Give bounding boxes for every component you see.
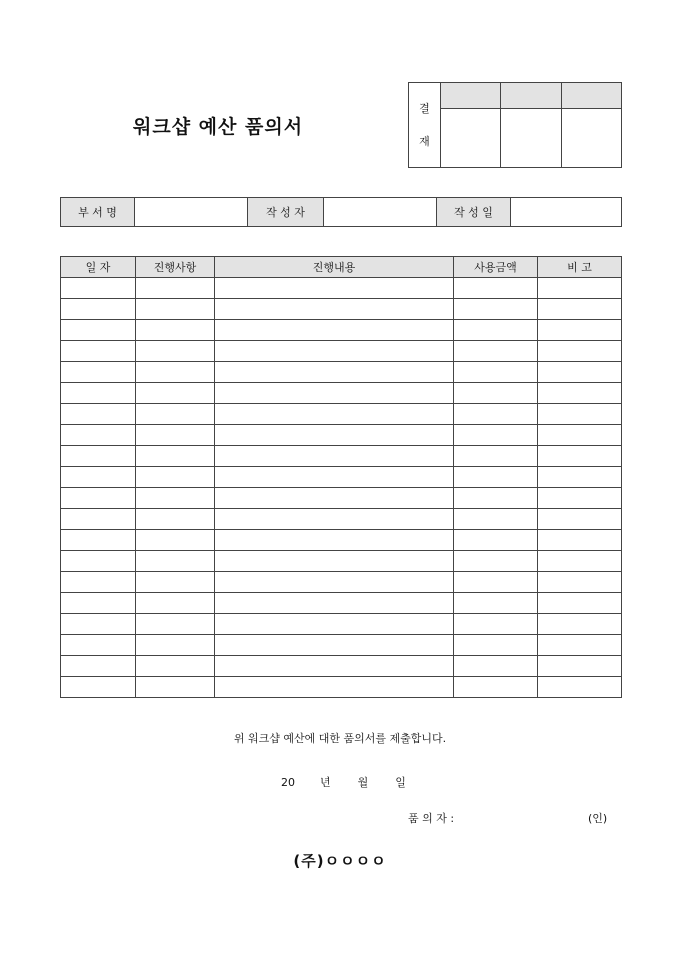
cell-content[interactable] <box>215 404 454 425</box>
cell-content[interactable] <box>215 278 454 299</box>
cell-date[interactable] <box>61 572 136 593</box>
approval-label-top: 결 <box>419 102 430 115</box>
cell-progress[interactable] <box>136 677 215 698</box>
cell-remarks[interactable] <box>538 383 622 404</box>
applicant-label: 품 의 자 : <box>408 812 455 825</box>
cell-amount[interactable] <box>454 383 538 404</box>
cell-date[interactable] <box>61 593 136 614</box>
cell-remarks[interactable] <box>538 593 622 614</box>
approval-sign-cell[interactable] <box>501 109 561 168</box>
applicant-seal: (인) <box>588 812 608 825</box>
cell-content[interactable] <box>215 509 454 530</box>
cell-date[interactable] <box>61 278 136 299</box>
cell-progress[interactable] <box>136 383 215 404</box>
cell-progress[interactable] <box>136 425 215 446</box>
cell-amount[interactable] <box>454 278 538 299</box>
approval-label-bottom: 재 <box>419 135 430 148</box>
table-row <box>61 635 622 656</box>
cell-date[interactable] <box>61 446 136 467</box>
cell-content[interactable] <box>215 635 454 656</box>
date-label: 작 성 일 <box>437 198 511 227</box>
approval-label <box>409 83 441 168</box>
approval-sign-cell[interactable] <box>561 109 621 168</box>
cell-date[interactable] <box>61 299 136 320</box>
cell-progress[interactable] <box>136 635 215 656</box>
cell-amount[interactable] <box>454 593 538 614</box>
company-name: (주)ㅇㅇㅇㅇ <box>293 852 387 870</box>
cell-remarks[interactable] <box>538 320 622 341</box>
cell-remarks[interactable] <box>538 404 622 425</box>
cell-progress[interactable] <box>136 446 215 467</box>
approval-header-cell[interactable] <box>561 83 621 109</box>
cell-progress[interactable] <box>136 656 215 677</box>
table-row <box>61 593 622 614</box>
dept-field[interactable] <box>135 198 248 227</box>
approval-header-cell[interactable] <box>501 83 561 109</box>
cell-remarks[interactable] <box>538 635 622 656</box>
cell-date[interactable] <box>61 656 136 677</box>
cell-remarks[interactable] <box>538 488 622 509</box>
table-row <box>61 425 622 446</box>
date-month-unit: 월 <box>357 776 369 789</box>
cell-amount[interactable] <box>454 404 538 425</box>
header-content: 진행내용 <box>215 257 454 278</box>
table-row <box>61 614 622 635</box>
cell-progress[interactable] <box>136 593 215 614</box>
author-field[interactable] <box>324 198 437 227</box>
cell-content[interactable] <box>215 488 454 509</box>
cell-date[interactable] <box>61 320 136 341</box>
cell-remarks[interactable] <box>538 656 622 677</box>
cell-content[interactable] <box>215 656 454 677</box>
header-remarks: 비 고 <box>538 257 622 278</box>
cell-amount[interactable] <box>454 656 538 677</box>
cell-amount[interactable] <box>454 320 538 341</box>
cell-amount[interactable] <box>454 425 538 446</box>
table-row <box>61 572 622 593</box>
cell-date[interactable] <box>61 614 136 635</box>
approval-box <box>408 82 622 168</box>
cell-remarks[interactable] <box>538 467 622 488</box>
cell-date[interactable] <box>61 488 136 509</box>
author-label: 작 성 자 <box>248 198 324 227</box>
cell-remarks[interactable] <box>538 677 622 698</box>
cell-date[interactable] <box>61 467 136 488</box>
document-title: 워크샵 예산 품의서 <box>133 116 304 138</box>
cell-date[interactable] <box>61 383 136 404</box>
table-row <box>61 278 622 299</box>
dept-label: 부 서 명 <box>61 198 135 227</box>
cell-remarks[interactable] <box>538 278 622 299</box>
cell-progress[interactable] <box>136 488 215 509</box>
table-row <box>61 677 622 698</box>
cell-content[interactable] <box>215 677 454 698</box>
table-row <box>61 341 622 362</box>
cell-remarks[interactable] <box>538 509 622 530</box>
cell-date[interactable] <box>61 551 136 572</box>
cell-date[interactable] <box>61 635 136 656</box>
table-row <box>61 320 622 341</box>
cell-content[interactable] <box>215 530 454 551</box>
cell-content[interactable] <box>215 593 454 614</box>
cell-content[interactable] <box>215 446 454 467</box>
cell-amount[interactable] <box>454 530 538 551</box>
cell-content[interactable] <box>215 425 454 446</box>
table-row <box>61 509 622 530</box>
cell-progress[interactable] <box>136 299 215 320</box>
approval-sign-cell[interactable] <box>440 109 500 168</box>
cell-content[interactable] <box>215 383 454 404</box>
cell-remarks[interactable] <box>538 551 622 572</box>
table-row <box>61 299 622 320</box>
cell-progress[interactable] <box>136 320 215 341</box>
cell-content[interactable] <box>215 551 454 572</box>
cell-progress[interactable] <box>136 572 215 593</box>
date-year: 20 <box>281 776 295 789</box>
cell-content[interactable] <box>215 341 454 362</box>
cell-amount[interactable] <box>454 551 538 572</box>
cell-content[interactable] <box>215 299 454 320</box>
cell-amount[interactable] <box>454 509 538 530</box>
header-amount: 사용금액 <box>454 257 538 278</box>
table-row <box>61 383 622 404</box>
cell-content[interactable] <box>215 362 454 383</box>
cell-date[interactable] <box>61 425 136 446</box>
cell-remarks[interactable] <box>538 572 622 593</box>
date-year-unit: 년 <box>320 776 331 789</box>
cell-date[interactable] <box>61 509 136 530</box>
cell-amount[interactable] <box>454 362 538 383</box>
table-row <box>61 467 622 488</box>
table-row <box>61 656 622 677</box>
cell-remarks[interactable] <box>538 341 622 362</box>
table-row <box>61 551 622 572</box>
cell-remarks[interactable] <box>538 530 622 551</box>
cell-progress[interactable] <box>136 278 215 299</box>
cell-amount[interactable] <box>454 341 538 362</box>
cell-content[interactable] <box>215 320 454 341</box>
cell-progress[interactable] <box>136 467 215 488</box>
cell-amount[interactable] <box>454 635 538 656</box>
budget-table <box>60 256 622 698</box>
cell-progress[interactable] <box>136 362 215 383</box>
cell-progress[interactable] <box>136 614 215 635</box>
table-row <box>61 362 622 383</box>
cell-amount[interactable] <box>454 467 538 488</box>
cell-date[interactable] <box>61 341 136 362</box>
cell-content[interactable] <box>215 467 454 488</box>
date-line <box>281 774 406 790</box>
cell-amount[interactable] <box>454 488 538 509</box>
submission-statement: 위 워크샵 예산에 대한 품의서를 제출합니다. <box>233 732 447 745</box>
cell-content[interactable] <box>215 614 454 635</box>
cell-date[interactable] <box>61 362 136 383</box>
cell-amount[interactable] <box>454 299 538 320</box>
cell-remarks[interactable] <box>538 614 622 635</box>
cell-progress[interactable] <box>136 551 215 572</box>
table-row <box>61 404 622 425</box>
cell-progress[interactable] <box>136 530 215 551</box>
table-row <box>61 530 622 551</box>
cell-progress[interactable] <box>136 341 215 362</box>
approval-header-cell[interactable] <box>440 83 500 109</box>
cell-progress[interactable] <box>136 404 215 425</box>
cell-date[interactable] <box>61 530 136 551</box>
table-row <box>61 446 622 467</box>
cell-amount[interactable] <box>454 572 538 593</box>
cell-date[interactable] <box>61 404 136 425</box>
cell-amount[interactable] <box>454 614 538 635</box>
cell-content[interactable] <box>215 572 454 593</box>
date-field[interactable] <box>511 198 622 227</box>
table-row <box>61 488 622 509</box>
date-day-unit: 일 <box>395 776 406 789</box>
cell-date[interactable] <box>61 677 136 698</box>
info-table <box>60 197 622 227</box>
cell-amount[interactable] <box>454 677 538 698</box>
cell-progress[interactable] <box>136 509 215 530</box>
cell-remarks[interactable] <box>538 446 622 467</box>
cell-remarks[interactable] <box>538 299 622 320</box>
header-date: 일 자 <box>61 257 136 278</box>
cell-remarks[interactable] <box>538 362 622 383</box>
header-progress: 진행사항 <box>136 257 215 278</box>
cell-amount[interactable] <box>454 446 538 467</box>
cell-remarks[interactable] <box>538 425 622 446</box>
